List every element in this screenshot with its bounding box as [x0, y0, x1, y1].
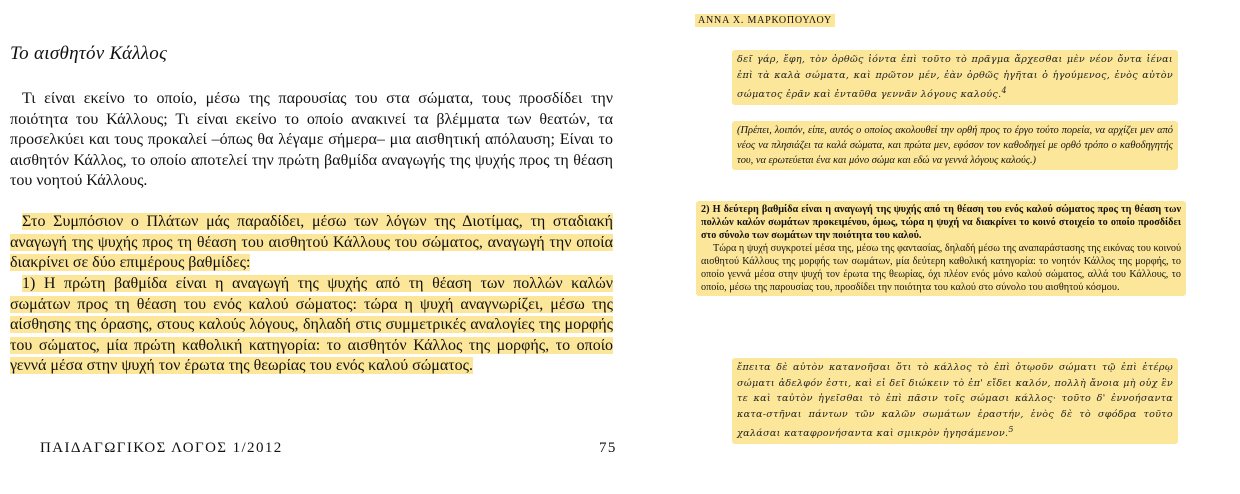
paragraph-symposium: [10, 212, 613, 274]
quote-text: δεῖ γάρ, ἔφη, τὸν ὀρθῶς ἰόντα ἐπὶ τοῦτο τὸ πρᾶγμα ἄρχεσθαι μὲν νέον ὄντα ἰέναι ἐπὶ τὰ καλὰ σώματα, καὶ πρῶτον μέν, ἐὰν ὀρθῶς ἡγῆται ὁ ἡγούμενος, ἑνὸς αὐτὸν σώματος ἐρᾶν καὶ ἐνταῦθα γεννᾶν λόγους καλούς.: [737, 54, 1173, 101]
paragraph-text: Τώρα η ψυχή συγκροτεί μέσα της, μέσω της φαντασίας, δηλαδή μέσω της αναπαράστασης της εικόνας του κοινού αισθητού Κάλλους της μορφής των σωμάτων, μία δεύτερη καθολική κατηγορία: το νοητόν Κάλλος της μορφής, το οποίο γεννά μέσα στην ψυχή τον έρωτα της θεωρίας, όχι πλέον ενός μόνο καλού σώματος, αλλά του Κάλλους, το οποίο, μέσω της παρουσίας του, προσδίδει την ποιότητα του καλού στο σύνολο του αισθητού κόσμου.: [701, 243, 1181, 293]
paragraph-second-stage: [696, 201, 1186, 296]
translation-text: (Πρέπει, λοιπόν, είπε, αυτός ο οποίος ακολουθεί την ορθή προς το έργο τούτο πορεία, να αρχίζει μεν από νέος να πλησιάζει τα καλά σώματα, και πρώτα μεν, εφόσον τον καθοδηγεί με ορθό τρόπο ο καθοδηγητής του, να ερωτεύεται ένα και μόνο σώμα και εδώ να γεννά λόγους καλούς.): [737, 125, 1173, 166]
paragraph-text: Τι είναι εκείνο το οποίο, μέσω της παρουσίας του στα σώματα, τους προσδίδει την ποιότητα του Κάλλους; Τι είναι εκείνο το οποίο ανακινεί τα βλέμματα των θεατών, τα προσελκύει και τους προκαλεί –όπως θα λέγαμε σήμερα– μια αισθητική απόλαυση; Είναι το αισθητόν Κάλλος, το οποίο αποτελεί την πρώτη βαθμίδα αναγωγής της ψυχής προς τη θέαση του νοητού Κάλλους.: [10, 90, 613, 189]
footer-journal: ΠΑΙΔΑΓΩΓΙΚΟΣ ΛΟΓΟΣ 1/2012: [40, 440, 283, 456]
greek-quote-1: [732, 50, 1178, 105]
right-page: [640, 0, 1240, 494]
paragraph-text: 2) Η δεύτερη βαθμίδα είναι η αναγωγή της ψυχής από τη θέαση του ενός καλού σώματος προς τη θέαση των πολλών καλών σωμάτων προκειμένου, όμως, τώρα η ψυχή να διακρίνει το κοινό στοιχείο το οποίο προσδίδει στο σύνολο των σωμάτων την ποιότητα του καλού.: [701, 204, 1181, 241]
footnote-marker: 4: [1001, 86, 1007, 95]
running-header: ΑΝΝΑ Χ. ΜΑΡΚΟΠΟΥΛΟΥ: [695, 14, 835, 27]
translation-1: [732, 121, 1178, 170]
greek-quote-2: [732, 358, 1178, 444]
section-title: Το αισθητόν Κάλλος: [10, 43, 168, 64]
highlighted-text: 1) Η πρώτη βαθμίδα είναι η αναγωγή της ψυχής από τη θέαση των πολλών καλών σωμάτων προς τη θέαση του ενός καλού σώματος: τώρα η ψυχή αναγνωρίζει, μέσω της αίσθησης της όρασης, στους καλούς λόγους, δηλαδή στις συμμετρικές αναλογίες της μορφής του σώματος, μία πρώτη καθολική κατηγορία: το αισθητόν Κάλλος της μορφής, το οποίο γεννά μέσα στην ψυχή τον έρωτα της θεωρίας του ενός καλού σώματος.: [10, 275, 613, 374]
paragraph-first-stage: [10, 274, 613, 377]
footnote-marker: 5: [1008, 425, 1014, 434]
highlighted-text: Στο Συμπόσιον ο Πλάτων μάς παραδίδει, μέσω των λόγων της Διοτίμας, τη σταδιακή αναγωγή της ψυχής προς τη θέαση του αισθητού Κάλλους του σώματος, αναγωγή την οποία διακρίνει σε δύο επιμέρους βαθμίδες:: [10, 213, 613, 271]
page-number: 75: [599, 440, 617, 456]
paragraph-intro: [10, 89, 613, 192]
quote-text: ἔπειτα δὲ αὐτὸν κατανοῆσαι ὅτι τὸ κάλλος τὸ ἐπὶ ὁτῳοῦν σώματι τῷ ἐπὶ ἑτέρῳ σώματι ἀδελφόν ἐστι, καὶ εἰ δεῖ διώκειν τὸ ἐπ' εἴδει καλόν, πολλὴ ἄνοια μὴ οὐχ ἓν τε καὶ ταὐτὸν ἡγεῖσθαι τὸ ἐπὶ πᾶσιν τοῖς σώμασι κάλλος· τοῦτο δ' ἐννοήσαντα κατα-στῆναι πάντων τῶν καλῶν σωμάτων ἐραστήν, ἑνὸς δὲ τὸ σφόδρα τοῦτο χαλάσαι καταφρονήσαντα καὶ σμικρὸν ἡγησάμενον.: [737, 362, 1173, 440]
